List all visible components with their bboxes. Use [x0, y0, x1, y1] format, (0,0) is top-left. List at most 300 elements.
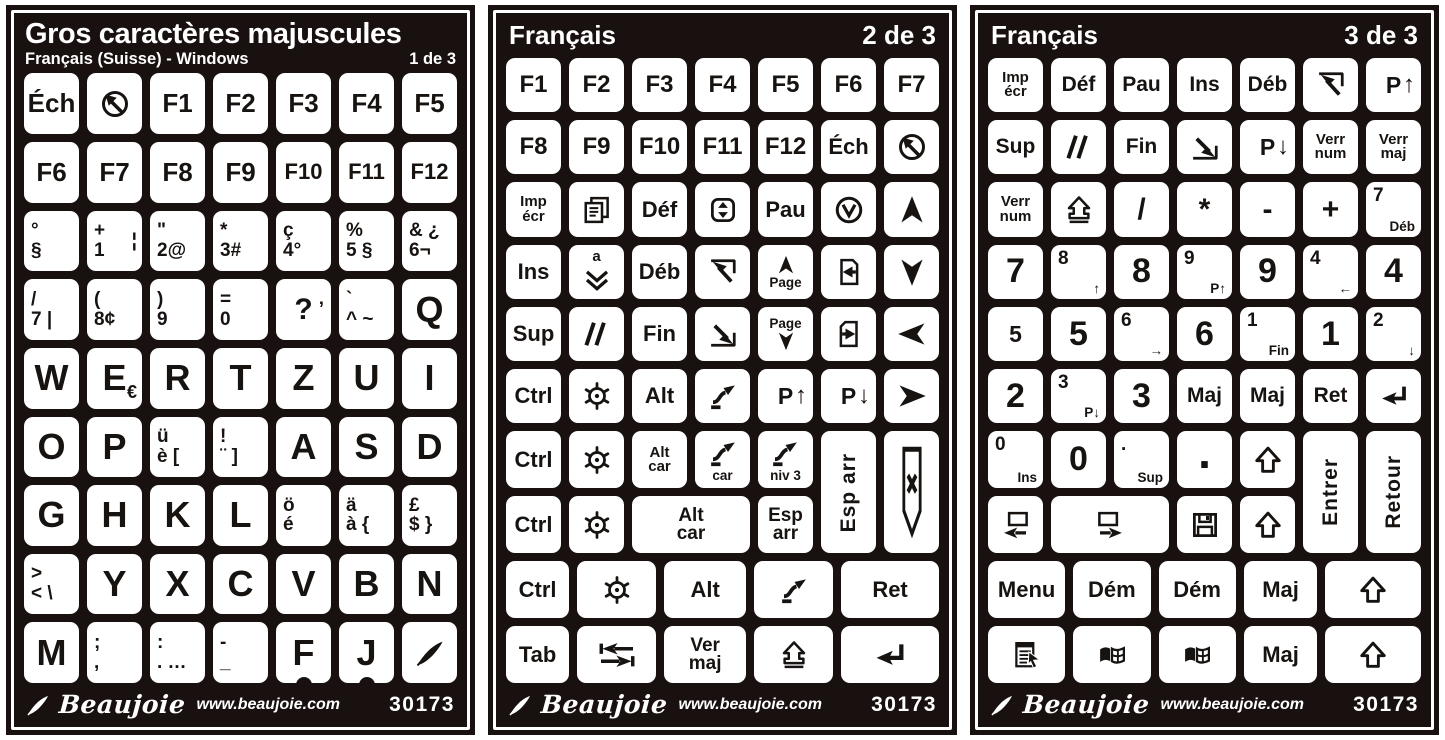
shift-outline-icon: [1253, 445, 1283, 475]
key-label: T: [229, 357, 252, 399]
key-label: C: [227, 563, 254, 605]
icon-with-caption: [769, 317, 801, 352]
key-f8: [150, 142, 205, 203]
key-label: Déb: [1247, 73, 1288, 97]
key-alt-zig: [754, 561, 833, 618]
key-lines: [409, 221, 440, 261]
key-lines: [157, 221, 186, 261]
key-label: Tab: [518, 641, 557, 667]
key-label: Ctrl: [514, 511, 553, 537]
key-label: Esp: [768, 504, 803, 526]
key-label: €: [126, 381, 137, 402]
key-windows-flag: [1073, 626, 1150, 683]
key-label: A: [290, 425, 317, 467]
shift-outline-icon: [1358, 640, 1388, 670]
key-label: V: [291, 563, 316, 605]
key-d-b: [1240, 58, 1295, 112]
sheet-subtitle: Français (Suisse) - Windows: [25, 49, 249, 68]
key-5: [1051, 307, 1106, 361]
key-label: 2: [1006, 376, 1025, 415]
key-label: /: [31, 288, 37, 310]
key-label: Maj: [1262, 641, 1299, 667]
key-6: [1114, 307, 1169, 361]
key-blank: [402, 485, 457, 546]
key-label: F6: [36, 156, 67, 187]
key-imp-cr: [988, 58, 1043, 112]
key-m: [24, 622, 79, 683]
key-label: 2@: [157, 239, 187, 261]
key-return-arrow: [841, 626, 939, 683]
key-sup: [1114, 431, 1169, 488]
windows-flag-icon: [1182, 640, 1212, 670]
key-p: [1366, 58, 1421, 112]
key-label: Imp: [1002, 68, 1029, 86]
key-5: [988, 307, 1043, 361]
key-verr-maj: [1366, 120, 1421, 174]
key-a: [276, 417, 331, 478]
key-label: 5: [1069, 314, 1088, 353]
sheet-footer: [24, 683, 457, 719]
key-cancel: [884, 120, 939, 174]
sheet3-header: [988, 19, 1421, 54]
key-label: *: [220, 220, 228, 242]
key-esp-arr: [821, 431, 876, 553]
key-pau: [758, 182, 813, 236]
key-lines: [648, 443, 671, 475]
key-ret: [1303, 369, 1358, 423]
key-label: . …: [157, 651, 187, 673]
arrow-up-icon: [897, 195, 927, 225]
key-label: 1: [1321, 314, 1340, 353]
key-d-b: [632, 245, 687, 299]
key-label: Ins: [1189, 73, 1220, 97]
key-label: maj: [1380, 145, 1407, 163]
key-chevrons-down: [569, 245, 624, 299]
key-f11: [695, 120, 750, 174]
key-label: P: [1385, 71, 1402, 98]
key-label: °: [31, 220, 39, 242]
key-label: F11: [702, 133, 743, 161]
key-lines: [157, 633, 187, 673]
key-alt-car: [632, 431, 687, 488]
key-label: Alt: [649, 443, 670, 461]
window-next-icon: [1095, 510, 1125, 540]
key-lines: [520, 195, 547, 224]
sheet-frame: [975, 10, 1434, 730]
key-caps-pedestal: [1051, 182, 1106, 236]
key-grid: [506, 58, 939, 683]
key-i: [402, 348, 457, 409]
key-label: 8: [1132, 252, 1151, 291]
key-1-fin: [1240, 307, 1295, 361]
key-label: F12: [410, 159, 449, 185]
slashes-icon: [1064, 132, 1094, 162]
key-label: Pau: [1122, 73, 1161, 97]
key-ch: [821, 120, 876, 174]
key-0-ins: [988, 431, 1043, 488]
brand-name: Beaujoie: [539, 690, 669, 719]
key-2: [150, 211, 205, 272]
key-backspace-x: [884, 431, 939, 553]
key-lines: [346, 221, 372, 261]
key-shift-outline: [1240, 496, 1295, 553]
key-label: 5 §: [346, 239, 373, 261]
key-label: Éch: [27, 88, 76, 119]
key-section: [988, 431, 1421, 553]
key-label: Imp: [520, 193, 547, 211]
caps-pedestal-icon: [1064, 195, 1094, 225]
key-arrow-up: [884, 182, 939, 236]
key-ctrl: [506, 431, 561, 488]
tab-arrows-icon: [594, 639, 640, 671]
key-label: Déf: [1061, 73, 1096, 97]
brand-name: Beaujoie: [1021, 690, 1151, 719]
key-label: *: [1198, 192, 1211, 226]
key-3-p: [1051, 369, 1106, 423]
key-label: ←: [1338, 280, 1352, 296]
key-lines: [346, 290, 373, 330]
key-f1: [150, 73, 205, 134]
sticker-sheet-2: [488, 5, 957, 735]
key-3: [213, 211, 268, 272]
key-menu-cursor: [988, 626, 1065, 683]
alt-zig-icon: [708, 438, 738, 468]
floppy-icon: [1190, 510, 1220, 540]
key-4: [1303, 245, 1358, 299]
key-lines: [220, 221, 241, 261]
key-4: [1366, 245, 1421, 299]
key-label: car: [712, 467, 733, 483]
key-label: W: [34, 357, 69, 399]
key-label: .: [1121, 434, 1127, 456]
sheet-footer: [988, 683, 1421, 719]
key-label: ^ ~: [346, 308, 374, 330]
key-label: F4: [351, 88, 382, 119]
key-maj: [1244, 561, 1318, 618]
key-verr-num: [1303, 120, 1358, 174]
key-d-f: [632, 182, 687, 236]
key-blank: [150, 622, 205, 683]
icon-with-caption: [582, 249, 612, 295]
key-label: Fin: [1268, 343, 1289, 359]
helm-icon: [582, 381, 612, 411]
website-url: www.beaujoie.com: [1160, 695, 1304, 713]
icon-with-caption: [708, 438, 738, 483]
product-number: 30173: [1353, 692, 1419, 716]
key-maj: [1177, 369, 1232, 423]
key-f2: [569, 58, 624, 112]
key-label: ,: [94, 651, 100, 673]
sheet1-header: [24, 19, 457, 69]
key-label: écr: [522, 207, 545, 225]
key-label: ö: [283, 494, 295, 516]
key-label: 0: [995, 434, 1006, 456]
caps-pedestal-icon: [779, 640, 809, 670]
shift-outline-icon: [1253, 510, 1283, 540]
key-f7: [884, 58, 939, 112]
key-label: Page: [769, 315, 802, 331]
return-arrow-icon: [870, 638, 910, 672]
key-label: Menu: [997, 576, 1056, 602]
sheet-title: Français: [509, 20, 616, 50]
key-label: 6: [1121, 309, 1132, 331]
key-lines: [688, 634, 722, 674]
key-label: /: [1137, 192, 1146, 226]
key-label: P↑: [1210, 280, 1226, 296]
key-blank: [213, 622, 268, 683]
key-label: 7: [1006, 252, 1025, 291]
key-label: arr: [772, 522, 799, 544]
key-label: F7: [99, 156, 130, 187]
page-indicator: 1 de 3: [409, 49, 456, 68]
key-label: D: [416, 425, 443, 467]
key-label: Ins: [1017, 470, 1037, 486]
key-1: [1303, 307, 1358, 361]
key-ins: [1177, 58, 1232, 112]
key-label: & ¿: [409, 220, 440, 242]
key-label: 3#: [220, 239, 242, 261]
key-label: £: [409, 494, 420, 516]
key-0: [213, 279, 268, 340]
key-label: Ver: [690, 634, 720, 656]
key-label: _: [220, 651, 231, 673]
key-helm: [569, 369, 624, 423]
key-label: 6¬: [409, 239, 431, 261]
key-blank: [150, 417, 205, 478]
key-label: ¨ ]: [220, 445, 238, 467]
key-label: F4: [708, 71, 737, 99]
key-label: M: [36, 631, 67, 673]
key-arrow-down: [884, 245, 939, 299]
key-c: [213, 554, 268, 615]
key-label: F5: [414, 88, 445, 119]
key-label: K: [164, 494, 191, 536]
key-f9: [569, 120, 624, 174]
key-ret: [841, 561, 939, 618]
key-label: .: [1198, 431, 1211, 479]
key-label: Ctrl: [514, 383, 553, 409]
key-section: [506, 561, 939, 683]
print-icon: [582, 195, 612, 225]
key-lines: [676, 504, 706, 544]
key-feather: [402, 622, 457, 683]
key-page-fwd: [821, 307, 876, 361]
key-print: [569, 182, 624, 236]
helm-icon: [582, 510, 612, 540]
key-blank: [1303, 182, 1358, 236]
key-label: 8: [1058, 247, 1069, 269]
key-label: +: [94, 220, 106, 242]
key-label: B: [353, 563, 380, 605]
key-label: P: [102, 425, 127, 467]
key-lines: [157, 427, 179, 467]
key-s: [339, 417, 394, 478]
key-blank: [276, 485, 331, 546]
key-w: [24, 348, 79, 409]
key-label: F10: [638, 133, 681, 161]
home-nw-icon: [1316, 70, 1346, 100]
arrow-left-icon: [897, 319, 927, 349]
key-alt-zig: [695, 431, 750, 488]
key-windows-flag: [1159, 626, 1236, 683]
key-label: F1: [519, 71, 548, 99]
key-label: :: [157, 631, 164, 653]
cancel-icon: [100, 89, 130, 119]
key-arrow-down: [758, 307, 813, 361]
key-6: [1177, 307, 1232, 361]
key-label: Fin: [643, 321, 676, 347]
key-blank: [339, 279, 394, 340]
feather-icon: [26, 693, 50, 717]
key-f6: [821, 58, 876, 112]
key-label: 0: [220, 308, 231, 330]
key-label: Sup: [995, 135, 1036, 159]
key-ctrl: [506, 496, 561, 553]
key-label: Sup: [1137, 470, 1163, 486]
key-window-next: [1051, 496, 1169, 553]
key-slashes: [1051, 120, 1106, 174]
key-label: F7: [897, 71, 926, 99]
key-label: R: [164, 357, 191, 399]
key-label: Ins: [517, 258, 550, 284]
alt-zig-icon: [708, 381, 738, 411]
key-label: Verr: [1315, 131, 1346, 149]
arrow-up-icon: [776, 255, 796, 275]
key-home-nw: [695, 245, 750, 299]
sheet-frame: [11, 10, 470, 730]
key-label: Entrer: [1318, 458, 1342, 527]
key-label: S: [354, 425, 379, 467]
key-blank: [1240, 182, 1295, 236]
feather-icon: [990, 693, 1014, 717]
key-label: Ctrl: [514, 446, 553, 472]
key-end-se: [695, 307, 750, 361]
key-section: [988, 561, 1421, 683]
key-label: P: [777, 382, 794, 409]
key-section: [24, 73, 457, 683]
key-label: ’: [318, 298, 324, 320]
sheet-frame: [493, 10, 952, 730]
key-label: Fin: [1125, 135, 1158, 159]
key-f6: [24, 142, 79, 203]
key-section: [988, 58, 1421, 423]
key-label: 9: [1258, 252, 1277, 291]
key-label: Déb: [1389, 218, 1415, 234]
arrow-right-icon: [897, 381, 927, 411]
key-label: (: [94, 288, 101, 310]
key-label: 4: [1384, 252, 1403, 291]
key-label: N: [416, 563, 443, 605]
key-blank: [1177, 431, 1232, 488]
key-f7: [87, 142, 142, 203]
key-lines: [31, 290, 52, 330]
key-f12: [402, 142, 457, 203]
key-p: [1240, 120, 1295, 174]
pause-icon: [834, 195, 864, 225]
key-8: [1051, 245, 1106, 299]
key-return-arrow: [1366, 369, 1421, 423]
key-blank: [24, 211, 79, 272]
key-9-p: [1177, 245, 1232, 299]
key-label: Sup: [512, 321, 555, 347]
key-label: §: [31, 239, 42, 261]
key-lines: [220, 427, 238, 467]
key-label: >: [31, 563, 43, 585]
key-helm: [577, 561, 656, 618]
key-label: `: [346, 288, 353, 310]
key-label: 3: [1132, 376, 1151, 415]
key-label: F12: [764, 133, 807, 161]
feather-icon: [508, 693, 532, 717]
key-grid: [988, 58, 1421, 683]
key-2: [1366, 307, 1421, 361]
key-label: Déf: [641, 196, 678, 222]
sheet-title: Gros caractères majuscules: [25, 18, 402, 50]
key-lines: [31, 564, 53, 604]
key-8: [1114, 245, 1169, 299]
key-label: Y: [102, 563, 127, 605]
key-label: H: [101, 494, 128, 536]
key-lines: [1002, 68, 1029, 101]
key-g: [24, 485, 79, 546]
key-blank: [24, 554, 79, 615]
key-f10: [632, 120, 687, 174]
key-t: [213, 348, 268, 409]
key-label: 1: [1247, 309, 1258, 331]
cancel-icon: [897, 132, 927, 162]
key-7: [988, 245, 1043, 299]
sheet2-header: [506, 19, 939, 54]
key-4: [276, 211, 331, 272]
key-r: [150, 348, 205, 409]
key-label: X: [165, 563, 190, 605]
key-n: [402, 554, 457, 615]
key-label: →: [1149, 343, 1163, 359]
key-label: maj: [688, 652, 722, 674]
key-f3: [632, 58, 687, 112]
end-se-icon: [708, 319, 738, 349]
key-shift-outline: [1325, 561, 1421, 618]
return-arrow-icon: [1379, 381, 1409, 411]
key-p: [758, 369, 813, 423]
key-arrow-left: [884, 307, 939, 361]
key-label: car: [648, 457, 671, 475]
key-label: Dém: [1173, 576, 1221, 602]
key-imp-cr: [506, 182, 561, 236]
key-6: [402, 211, 457, 272]
key-f3: [276, 73, 331, 134]
key-tab-arrows: [577, 626, 656, 683]
key-label: Esp arr: [836, 452, 860, 532]
key-7: [24, 279, 79, 340]
key-label: 9: [1184, 247, 1195, 269]
key-label: num: [1314, 145, 1347, 163]
key-lines: [94, 633, 100, 673]
key-z: [276, 348, 331, 409]
key-label: F1: [162, 88, 193, 119]
key-3: [1114, 369, 1169, 423]
key-label: ?: [294, 292, 313, 326]
key-label: è [: [157, 445, 180, 467]
key-lines: [94, 221, 105, 261]
key-pau: [1114, 58, 1169, 112]
key-p: [87, 417, 142, 478]
key-label: F3: [288, 88, 319, 119]
key-9: [150, 279, 205, 340]
sheet-title: Français: [991, 20, 1098, 50]
key-fin: [632, 307, 687, 361]
key-section: [506, 58, 939, 423]
